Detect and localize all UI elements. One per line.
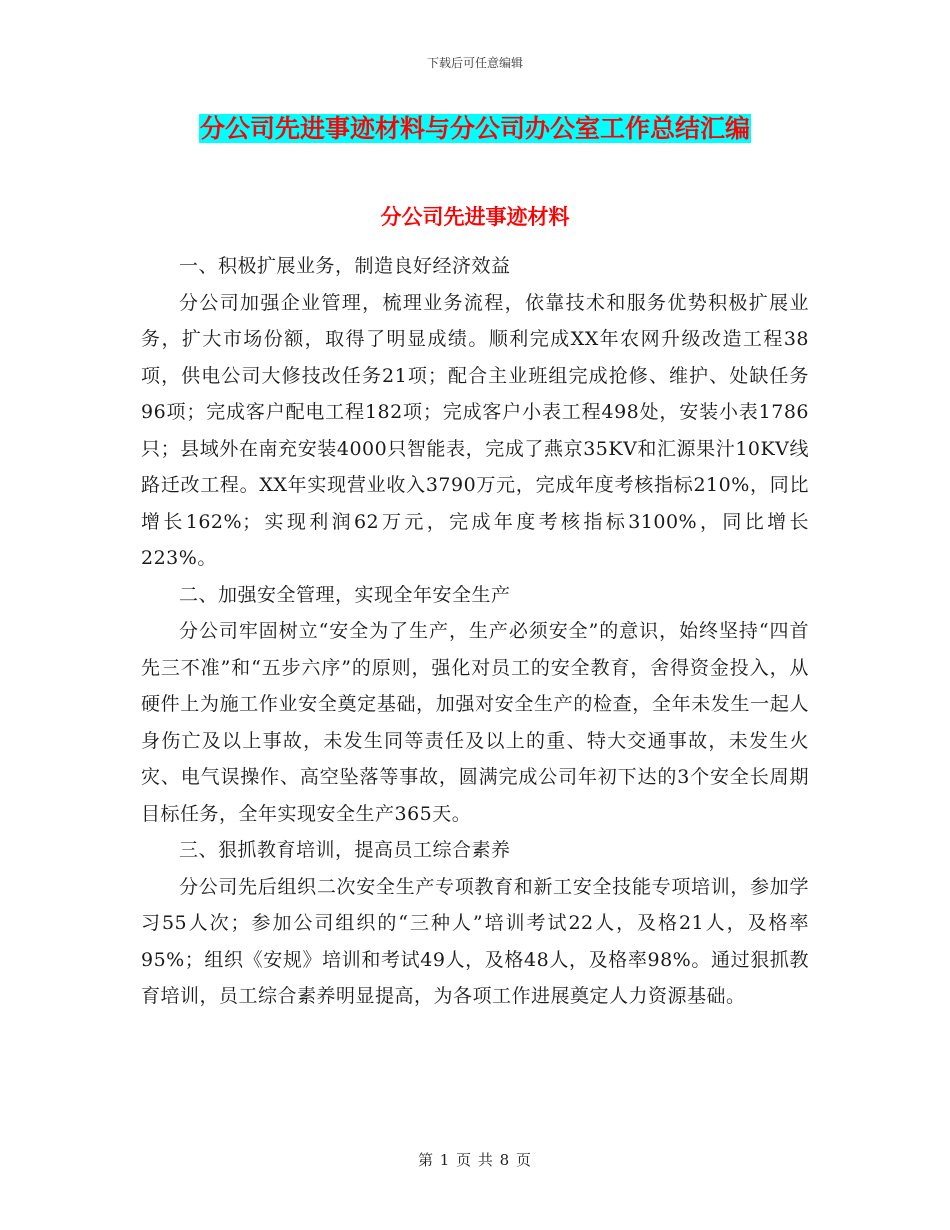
heading-1: 一、积极扩展业务，制造良好经济效益 [179, 255, 511, 277]
section-title: 分公司先进事迹材料 [380, 204, 570, 229]
paragraph-2: 分公司牢固树立“安全为了生产，生产必须安全”的意识，始终坚持“四首先三不准”和“五步六序”的原则，强化对员工的安全教育，舍得资金投入，从硬件上为施工作业安全奠定基础，加强对安全生产的检查，全年未发生一起人身伤亡及以上事故，未发生同等责任及以上的重、特大交通事故，未发生火灾、电气误操作、高空坠落等事故，圆满完成公司年初下达的3个安全长周期目标任务，全年实现安全生产365天。 [141, 620, 809, 825]
heading-2: 二、加强安全管理，实现全年安全生产 [179, 583, 511, 606]
document-title: 分公司先进事迹材料与分公司办公室工作总结汇编 [199, 114, 750, 143]
document-title-wrapper [0, 112, 950, 146]
page-header-note: 下载后可任意编辑 [426, 56, 523, 70]
paragraph-1: 分公司加强企业管理，梳理业务流程，依靠技术和服务优势积极扩展业务，扩大市场份额，取得了明显成绩。顺利完成XX年农网升级改造工程38项，供电公司大修技改任务21项；配合主业班组完成抢修、维护、处缺任务96项；完成客户配电工程182项；完成客户小表工程498处，安装小表1786只；县域外在南充安装4000只智能表，完成了燕京35KV和汇源果汁10KV线路迁改工程。XX年实现营业收入3790万元，完成年度考核指标210%，同比增长162%；实现利润62万元，完成年度考核指标3100%，同比增长223%。 [141, 291, 809, 569]
page-number: 第 1 页 共 8 页 [418, 1151, 532, 1169]
heading-3: 三、狠抓教育培训，提高员工综合素养 [179, 839, 511, 861]
document-body [141, 248, 809, 1015]
paragraph-3: 分公司先后组织二次安全生产专项教育和新工安全技能专项培训，参加学习55人次；参加公司组织的“三种人”培训考试22人，及格21人，及格率95%；组织《安规》培训和考试49人，及格48人，及格率98%。通过狠抓教育培训，员工综合素养明显提高，为各项工作进展奠定人力资源基础。 [141, 875, 809, 1007]
